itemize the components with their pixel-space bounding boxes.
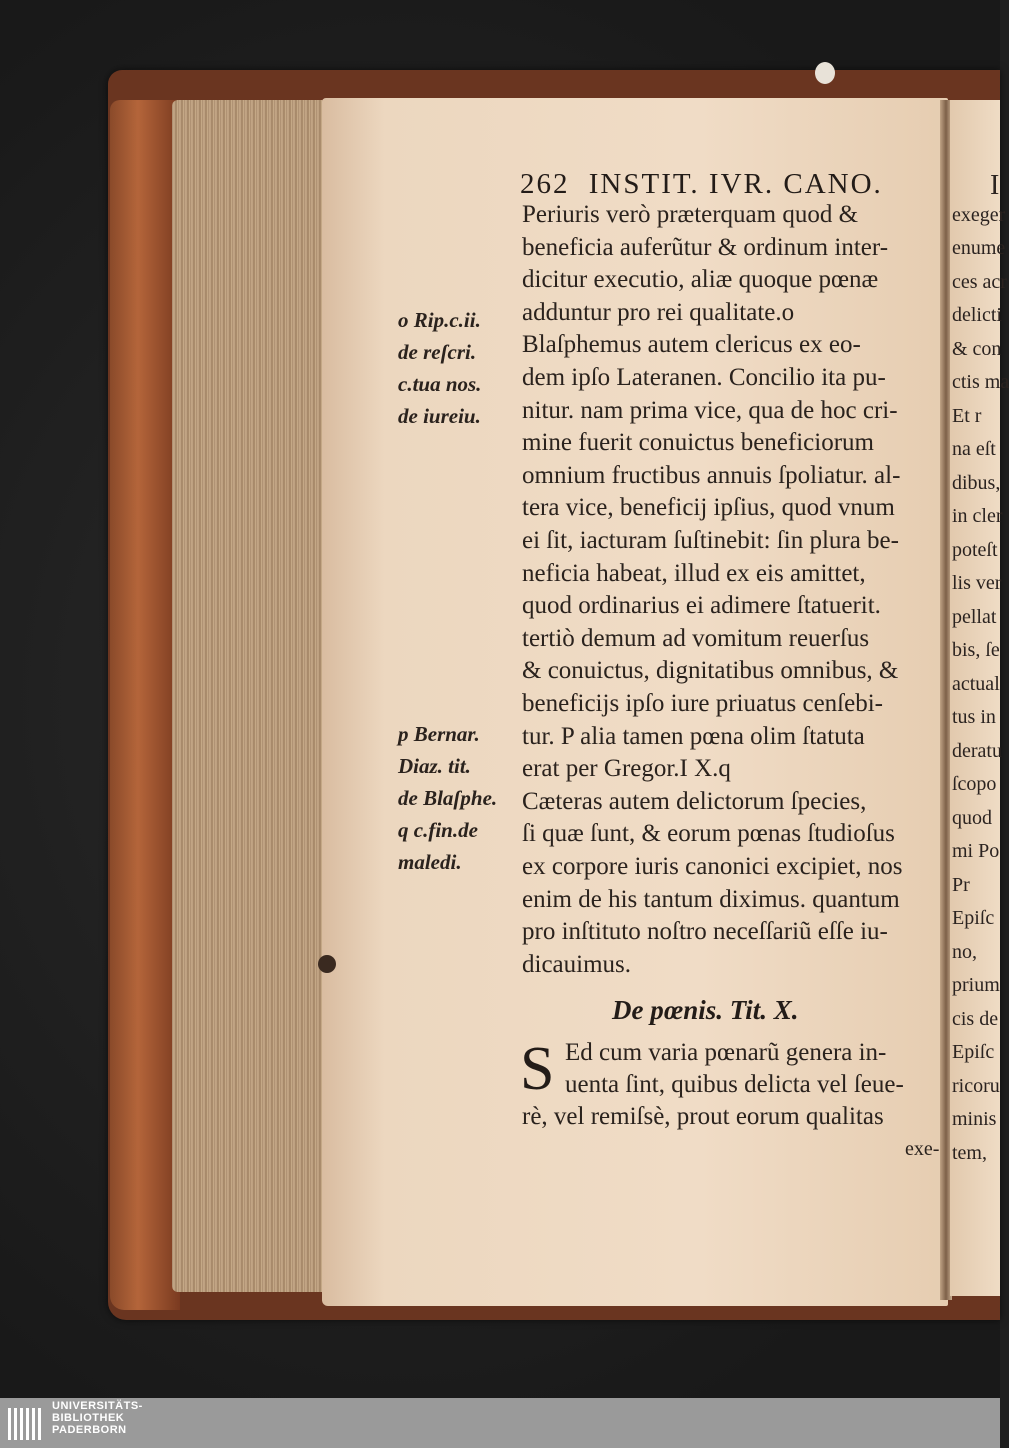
text-line: nitur. nam prima vice, qua de hoc cri- <box>522 396 898 424</box>
right-page-fragment: actual <box>952 672 1000 695</box>
margin-note: de iureiu. <box>398 404 481 428</box>
right-page-fragment: bis, ſe <box>952 639 1000 661</box>
right-page-fragment: na eſt <box>952 438 996 460</box>
library-footer-bar <box>0 1398 1000 1448</box>
text-line: beneficijs ipſo iure priuatus cenſebi- <box>522 690 883 717</box>
right-page-fragment: Epiſc <box>952 907 995 929</box>
right-page-fragment: Et r <box>952 404 982 427</box>
text-line: dicitur executio, aliæ quoque pœnæ <box>522 266 879 294</box>
text-line: tur. P alia tamen pœna olim ſtatuta <box>522 722 865 750</box>
section-line: exe- <box>905 1138 940 1160</box>
right-page-fragment: deratu <box>952 739 1002 762</box>
text-line: Cæteras autem delictorum ſpecies, <box>522 787 867 815</box>
page-block-edge <box>172 100 332 1292</box>
margin-note: maledi. <box>398 850 462 874</box>
right-page-fragment: quod <box>952 806 992 829</box>
right-page <box>950 100 1009 1296</box>
text-line: adduntur pro rei qualitate.o <box>522 298 795 326</box>
library-logo-icon <box>6 1404 46 1444</box>
margin-note: de Blaſphe. <box>398 786 498 810</box>
text-line: omnium fructibus annuis ſpoliatur. al- <box>522 461 901 489</box>
section-line: rè, vel remiſsè, prout eorum qualitas <box>522 1103 884 1130</box>
text-line: ex corpore iuris canonici excipiet, nos <box>522 853 903 880</box>
logo-line: UNIVERSITÄTS- <box>52 1400 143 1412</box>
right-page-fragment: & con <box>952 337 1002 360</box>
margin-note: c.tua nos. <box>398 372 482 396</box>
right-page-fragment: ricoru <box>952 1074 1000 1097</box>
text-line: & conuictus, dignitatibus omnibus, & <box>522 657 899 685</box>
right-page-fragment: dibus, <box>952 471 1001 494</box>
right-page-fragment: exeger <box>952 203 1006 226</box>
margin-note: o Rip.c.ii. <box>398 308 481 332</box>
right-page-fragment: Pr <box>952 873 970 896</box>
right-page-fragment: no, <box>952 940 977 963</box>
right-page-fragment: pellat <box>952 605 997 628</box>
margin-note: p Bernar. <box>398 722 480 746</box>
right-page-fragment: delicti <box>952 304 1002 326</box>
running-head <box>520 168 883 201</box>
text-line: Periuris verò præterquam quod & <box>522 201 859 228</box>
text-line: dicauimus. <box>522 950 632 978</box>
right-page-fragment: cis de <box>952 1007 999 1030</box>
text-line: ei ſit, iacturam ſuſtinebit: ſin plura be- <box>522 527 899 554</box>
text-line: pro inſtituto noſtro neceſſariũ eſſe iu- <box>522 918 888 946</box>
text-line: dem ipſo Lateranen. Concilio ita pu- <box>522 364 886 391</box>
right-page-fragment: ctis ma <box>952 371 1009 393</box>
margin-note: q c.fin.de <box>398 818 478 842</box>
section-heading: De pœnis. Tit. X. <box>612 995 799 1025</box>
ink-blot <box>318 955 336 973</box>
text-line: quod ordinarius ei adimere ſtatuerit. <box>522 592 881 620</box>
text-line: enim de his tantum diximus. quantum <box>522 885 900 913</box>
logo-line: PADERBORN <box>52 1424 127 1436</box>
text-line: ſi quæ ſunt, & eorum pœnas ſtudioſus <box>522 820 895 848</box>
right-page-fragment: prium <box>952 974 1000 996</box>
right-page-fragment: tem, <box>952 1141 987 1164</box>
text-line: mine fuerit conuictus beneficiorum <box>522 429 874 457</box>
right-page-fragment: in cler <box>952 505 1003 527</box>
library-logo-text <box>52 1400 143 1436</box>
margin-note: Diaz. tit. <box>398 754 471 778</box>
right-page-fragment: I <box>990 170 1000 201</box>
right-page-fragment: enume <box>952 237 1006 259</box>
right-page-fragment: mi Po <box>952 840 1000 862</box>
text-line: erat per Gregor.I X.q <box>522 755 731 783</box>
running-title: INSTIT. IVR. CANO. <box>588 168 883 200</box>
right-page-fragment: Epiſc <box>952 1041 995 1063</box>
right-page-fragment: minis <box>952 1108 997 1130</box>
text-line: tera vice, beneficij ipſius, quod vnum <box>522 494 895 522</box>
text-line: neficia habeat, illud ex eis amittet, <box>522 559 866 587</box>
section-line: uenta ſint, quibus delicta vel ſeue- <box>565 1071 904 1098</box>
logo-line: BIBLIOTHEK <box>52 1412 125 1424</box>
text-line: beneficia auferũtur & ordinum inter- <box>522 233 889 261</box>
page-number: 262 <box>520 168 570 200</box>
drop-capital: S <box>520 1035 555 1103</box>
right-page-fragment: tus in <box>952 706 996 728</box>
right-page-fragment: poteſt <box>952 538 998 561</box>
text-line: Blaſphemus autem clericus ex eo- <box>522 331 861 359</box>
section-line: Ed cum varia pœnarũ genera in- <box>565 1039 887 1066</box>
margin-note: de reſcri. <box>398 340 477 364</box>
book-spine-edge <box>110 100 180 1310</box>
right-page-fragment: ſcopo <box>952 773 997 795</box>
paper-damage <box>815 62 835 84</box>
text-line: tertiò demum ad vomitum reuerſus <box>522 624 870 652</box>
right-page-fragment: lis ver <box>952 572 1002 594</box>
right-page-fragment: ces acr <box>952 270 1007 293</box>
